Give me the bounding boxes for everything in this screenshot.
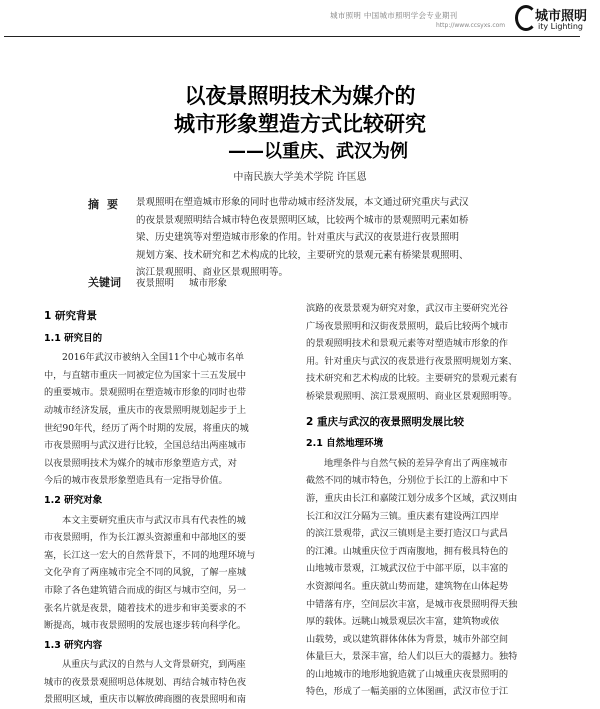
body-line: 市夜景照明，作为长江源头资源重和中部地区的要: [44, 532, 247, 544]
body-line: 长江和汉江分隔为三镇。重庆素有建设两江四岸: [306, 510, 499, 522]
journal-url: http://www.ccsyxs.com: [436, 22, 506, 29]
body-line: 技术研究和艺术构成的比较。主要研究的景观元素有: [306, 373, 518, 385]
body-line: 的景观照明技术和景观元素等对塑造城市形象的作: [306, 338, 509, 350]
body-line: 体量巨大，景深丰富，给人们以巨大的震撼力。独特: [306, 651, 518, 663]
body-line: 2016年武汉市被纳入全国11个中心城市名单: [62, 352, 245, 364]
body-line: 中，与直辖市重庆一同被定位为国家十三五发展中: [44, 369, 247, 381]
left-column: [44, 300, 298, 709]
body-line: 广场夜景照明和汉街夜景照明，最后比较两个城市: [306, 320, 509, 332]
keywords-label: 关键词: [88, 276, 121, 289]
body-line: 山载势，或以建筑群体体体为背景，城市外部空间: [306, 633, 509, 645]
abstract-line: 梁、历史建筑等对塑造城市形象的作用。针对重庆与武汉的夜景进行夜景照明: [136, 232, 460, 244]
body-line: 特色，形成了一幅美丽的立体图画，武汉市位于江: [306, 686, 509, 698]
body-line: 城市的夜景景观照明总体规划、再结合城市特色夜: [44, 676, 247, 688]
body-line: 动城市经济发展，重庆市的夜景照明规划起步于上: [44, 404, 247, 416]
logo-c-icon: [515, 5, 537, 31]
journal-header: 城市照明 中国城市照明学会专业期刊: [330, 11, 458, 20]
body-line: 市除了各色建筑错合而成的街区与城市空间，另一: [44, 584, 247, 596]
abstract-body: [136, 194, 516, 282]
body-line: 的滨江景观带，武汉三镇则是主要打造汉口与武昌: [306, 528, 509, 540]
body-line: 厚的载体。远眺山城景观层次丰富，建筑物或依: [306, 616, 499, 628]
keyword: 夜景照明: [136, 278, 175, 289]
body-line: 文化孕育了两座城市完全不同的风貌，了解一座城: [44, 567, 247, 579]
body-line: 以夜景照明技术为媒介的城市形象塑造方式，对: [44, 457, 237, 469]
body-line: 塞，长江这一宏大的自然背景下，不同的地理环境与: [44, 549, 256, 561]
logo-cn: 城市照明: [535, 9, 588, 24]
body-line: 滨路的夜景景观为研究对象，武汉市主要研究光谷: [306, 303, 509, 314]
header-rule: [4, 36, 580, 37]
body-line: 的重要城市。景观照明在塑造城市形象的同时也带: [44, 387, 247, 399]
keywords-body: [136, 275, 239, 289]
title-line-1: 以夜景照明技术为媒介的: [184, 84, 416, 108]
section-1-3-heading: 1.3 研究内容: [44, 639, 103, 651]
body-line: 游，重庆由长江和嘉陵江划分成多个区域，武汉则由: [306, 492, 518, 504]
author-line: 中南民族大学美术学院 许匡恩: [233, 172, 367, 183]
section-2-heading: 2 重庆与武汉的夜景照明发展比较: [306, 415, 464, 428]
body-line: 市夜景照明与武汉进行比较，全国总结出两座城市: [44, 440, 247, 452]
body-line: 地理条件与自然气候的差异孕育出了两座城市: [324, 457, 508, 469]
body-line: 桥梁景观照明、滨江景观照明、商业区景观照明等。: [306, 390, 518, 402]
section-2-1-heading: 2.1 自然地理环境: [306, 438, 384, 450]
body-line: 断提高，城市夜景照明的发展也逐步转向科学化。: [44, 620, 247, 632]
body-line: 本文主要研究重庆市与武汉市具有代表性的城: [62, 514, 246, 526]
body-line: 水资源闻名。重庆就山势而建，建筑物在山体起势: [306, 580, 509, 592]
keyword: 城市形象: [189, 278, 228, 289]
section-1-1-heading: 1.1 研究目的: [44, 332, 103, 344]
body-line: 截然不同的城市特色，分别位于长江的上游和中下: [306, 475, 509, 487]
body-line: 的江滩。山城重庆位于西南腹地，拥有极具特色的: [306, 545, 509, 557]
abstract-label: 摘要: [88, 198, 126, 211]
subtitle: ——以重庆、武汉为例: [228, 141, 408, 162]
body-line: 今后的城市夜景形象塑造具有一定指导价值。: [44, 475, 228, 487]
abstract-line: 规划方案、技术研究和艺术构成的比较，主要研究的景观元素有桥梁景观照明、: [136, 249, 469, 261]
right-column: [306, 300, 568, 701]
body-line: 世纪90年代，经历了两个时期的发展，将重庆的城: [44, 422, 249, 434]
abstract-line: 景观照明在塑造城市形象的同时也带动城市经济发展，本文通过研究重庆与武汉: [136, 197, 469, 208]
title-line-2: 城市形象塑造方式比较研究: [174, 112, 426, 136]
logo-en: ity Lighting: [538, 22, 583, 31]
section-1-2-heading: 1.2 研究对象: [44, 494, 103, 506]
body-line: 中错落有序，空间层次丰富，是城市夜景照明得天独: [306, 598, 518, 610]
body-line: 山地城市景观，江城武汉位于中部平原，以丰富的: [306, 563, 509, 575]
abstract-line: 滨江景观照明、商业区景观照明等。: [136, 267, 289, 279]
section-1-heading: 1 研究背景: [44, 310, 97, 322]
body-line: 景照明区域，重庆市以解放碑商圈的夜景照明和南: [44, 694, 247, 706]
body-line: 张名片就是夜景，随着技术的进步和审美要求的不: [44, 602, 247, 614]
body-line: 的山地城市的地形地貌造就了山城重庆夜景照明的: [306, 668, 509, 680]
abstract-line: 的夜景景观照明结合城市特色夜景照明区域，比较两个城市的景观照明元素如桥: [136, 214, 469, 226]
body-line: 从重庆与武汉的自然与人文背景研究，到两座: [62, 659, 246, 671]
body-line: 用。针对重庆与武汉的夜景进行夜景照明规划方案、: [306, 355, 518, 367]
